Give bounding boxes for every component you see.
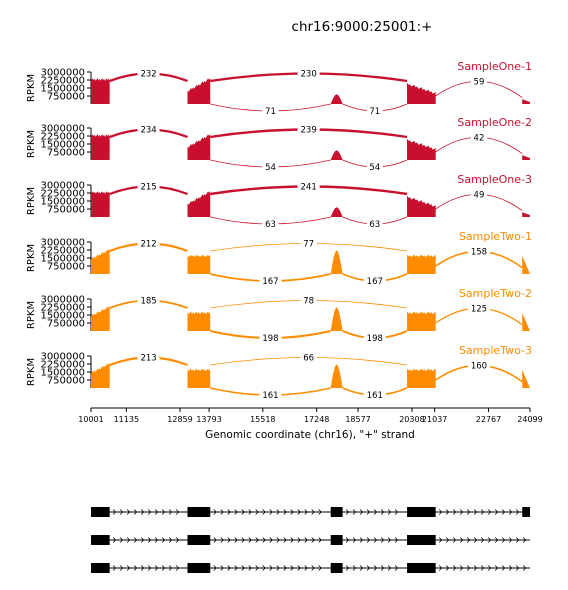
junction-label: 78 — [303, 296, 315, 307]
panel-SampleTwo-2 — [26, 287, 532, 344]
coverage-exon-4 — [407, 83, 436, 105]
coverage-exon-4 — [407, 196, 436, 218]
exon-block — [331, 563, 343, 573]
exon-block — [188, 535, 211, 545]
coverage-exon-3 — [331, 365, 343, 389]
transcript-2 — [91, 535, 530, 545]
y-tick-label: 2250000 — [40, 245, 85, 257]
coverage-exon-1 — [91, 78, 110, 104]
panel-SampleOne-2 — [26, 116, 532, 173]
y-tick-label: 750000 — [46, 375, 85, 387]
junction-label: 232 — [140, 69, 157, 80]
junction-label: 185 — [140, 296, 157, 307]
x-tick-label: 17248 — [303, 415, 330, 424]
panel-SampleOne-1 — [26, 60, 532, 117]
sample-label: SampleTwo-2 — [458, 287, 532, 300]
y-tick-label: 1500000 — [40, 83, 85, 95]
coverage-exon-5 — [522, 155, 530, 160]
y-tick-label: 1500000 — [40, 253, 85, 265]
exon-block — [331, 535, 343, 545]
coverage-exon-5 — [522, 370, 530, 388]
junction-label: 63 — [265, 220, 276, 230]
exon-block — [407, 563, 436, 573]
junction-label: 161 — [366, 391, 383, 401]
exon-block — [91, 563, 110, 573]
coverage-exon-2 — [188, 255, 211, 274]
exon-block — [91, 507, 110, 517]
coverage-exon-3 — [331, 251, 343, 275]
junction-label: 59 — [473, 77, 485, 88]
coverage-exon-3 — [331, 150, 343, 160]
y-axis-label: RPKM — [26, 186, 37, 216]
coverage-exon-4 — [407, 312, 436, 331]
junction-label: 161 — [262, 391, 279, 401]
junction-label: 198 — [262, 334, 279, 344]
y-axis-label: RPKM — [26, 357, 37, 387]
x-tick-label: 11135 — [113, 415, 140, 424]
exon-block — [188, 563, 211, 573]
coverage-exon-3 — [331, 207, 343, 217]
coverage-exon-1 — [91, 306, 110, 331]
coverage-exon-2 — [188, 191, 211, 217]
y-tick-label: 750000 — [46, 147, 85, 159]
junction-label: 167 — [262, 277, 279, 287]
junction-label: 49 — [473, 190, 485, 201]
y-tick-label: 750000 — [46, 318, 85, 330]
x-tick-label: 21037 — [421, 415, 448, 424]
exon-block — [188, 507, 211, 517]
x-tick-label: 24099 — [517, 415, 543, 424]
coverage-exon-4 — [407, 255, 436, 274]
x-tick-label: 10001 — [78, 415, 104, 424]
sample-label: SampleTwo-3 — [458, 344, 532, 357]
coverage-exon-1 — [91, 134, 110, 160]
chart-title: chr16:9000:25001:+ — [291, 19, 433, 35]
x-tick-label: 15518 — [250, 415, 276, 424]
junction-label: 125 — [470, 304, 488, 315]
y-tick-label: 1500000 — [40, 367, 85, 379]
exon-block — [331, 507, 343, 517]
y-tick-label: 2250000 — [40, 75, 85, 87]
junction-label: 213 — [140, 353, 157, 364]
exon-block — [407, 507, 436, 517]
y-axis-label: RPKM — [26, 300, 37, 330]
junction-label: 63 — [369, 220, 381, 230]
coverage-exon-1 — [91, 249, 110, 274]
coverage-exon-4 — [407, 369, 436, 388]
x-tick-label: 20308 — [399, 415, 425, 424]
junction-label: 77 — [303, 239, 315, 250]
junction-label: 230 — [300, 69, 317, 80]
y-tick-label: 3000000 — [40, 180, 85, 192]
junction-label: 71 — [369, 107, 381, 117]
panel-SampleOne-3 — [26, 173, 532, 230]
junction-label: 158 — [470, 247, 488, 258]
sample-panels — [26, 60, 532, 401]
x-axis — [78, 408, 542, 424]
y-axis-label: RPKM — [26, 73, 37, 103]
sample-label: SampleOne-2 — [457, 116, 532, 129]
junction-label: 54 — [265, 163, 276, 173]
coverage-exon-5 — [522, 256, 530, 274]
junction-label: 241 — [300, 182, 317, 193]
junction-label: 215 — [140, 182, 157, 193]
coverage-exon-5 — [522, 313, 530, 331]
junction-label: 42 — [473, 133, 485, 144]
coverage-exon-5 — [522, 99, 530, 104]
y-tick-label: 1500000 — [40, 139, 85, 151]
coverage-exon-2 — [188, 78, 211, 104]
sample-label: SampleTwo-1 — [458, 230, 532, 243]
x-tick-label: 18577 — [345, 415, 371, 424]
junction-label: 54 — [369, 163, 381, 173]
exon-block — [522, 507, 530, 517]
junction-label: 234 — [140, 125, 157, 136]
junction-label: 239 — [300, 125, 317, 136]
x-tick-label: 13793 — [196, 415, 222, 424]
y-axis-label: RPKM — [26, 243, 37, 273]
junction-label: 212 — [140, 239, 157, 250]
transcript-models — [91, 507, 530, 573]
y-tick-label: 2250000 — [40, 188, 85, 200]
junction-label: 71 — [265, 107, 276, 117]
junction-label: 198 — [366, 334, 383, 344]
y-tick-label: 2250000 — [40, 359, 85, 371]
y-tick-label: 750000 — [46, 261, 85, 273]
coverage-exon-2 — [188, 312, 211, 331]
exon-block — [91, 535, 110, 545]
sample-label: SampleOne-1 — [457, 60, 532, 73]
coverage-exon-4 — [407, 139, 436, 161]
y-tick-label: 3000000 — [40, 351, 85, 363]
transcript-3 — [91, 563, 530, 573]
transcript-1 — [91, 507, 530, 517]
y-tick-label: 3000000 — [40, 67, 85, 79]
panel-SampleTwo-3 — [26, 344, 532, 401]
junction-label: 66 — [303, 353, 315, 364]
x-axis-label: Genomic coordinate (chr16), "+" strand — [205, 429, 415, 441]
panel-SampleTwo-1 — [26, 230, 532, 287]
y-tick-label: 3000000 — [40, 294, 85, 306]
coverage-exon-1 — [91, 191, 110, 217]
coverage-exon-1 — [91, 363, 110, 388]
sample-label: SampleOne-3 — [457, 173, 532, 186]
coverage-exon-2 — [188, 369, 211, 388]
y-tick-label: 750000 — [46, 204, 85, 216]
y-tick-label: 3000000 — [40, 237, 85, 249]
x-tick-label: 12859 — [167, 415, 193, 424]
coverage-exon-5 — [522, 212, 530, 217]
junction-label: 160 — [470, 361, 488, 372]
y-axis-label: RPKM — [26, 129, 37, 159]
coverage-exon-2 — [188, 134, 211, 160]
y-tick-label: 1500000 — [40, 196, 85, 208]
y-tick-label: 2250000 — [40, 131, 85, 143]
junction-label: 167 — [366, 277, 383, 287]
exon-block — [407, 535, 436, 545]
y-tick-label: 3000000 — [40, 123, 85, 135]
y-tick-label: 1500000 — [40, 310, 85, 322]
coverage-exon-3 — [331, 94, 343, 104]
x-tick-label: 22767 — [475, 415, 502, 424]
coverage-exon-3 — [331, 308, 343, 332]
y-tick-label: 750000 — [46, 91, 85, 103]
y-tick-label: 2250000 — [40, 302, 85, 314]
